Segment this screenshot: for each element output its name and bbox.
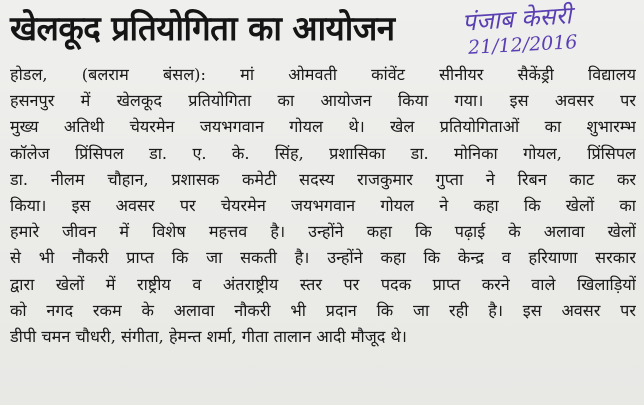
article-line: डा. नीलम चौहान, प्रशासक कमेटी सदस्य राजकुमार गुप्ता ने रिबन काट कर — [10, 169, 636, 189]
publication-date: 21/12/2016 — [467, 31, 579, 59]
article-line: मुख्य अतिथी चेयरमेन जयभगवान गोयल थे। खेल प्रतियोगिताओं का शुभारम्भ — [10, 117, 636, 137]
article-line: द्वारा खेलों में राष्ट्रीय व अंतराष्ट्रीय स्तर पर पदक प्राप्त करने वाले खिलाड़ियों — [10, 274, 636, 294]
article-line: कॉलेज प्रिंसिपल डा. ए. के. सिंह, प्रशासिका डा. मोनिका गोयल, प्रिंसिपल — [10, 143, 636, 163]
headline: खेलकूद प्रतियोगिता का आयोजन — [10, 9, 395, 49]
article-line: को नगद रकम के अलावा नौकरी भी प्रदान कि जा रही है। इस अवसर पर — [10, 300, 636, 320]
article-line: से भी नौकरी प्राप्त कि जा सकती है। उन्होंने कहा कि केन्द्र व हरियाणा सरकार — [10, 248, 636, 268]
article-line: होडल, (बलराम बंसल): मां ओमवती कांवेंट सीनीयर सैकेंड्री विद्यालय — [10, 65, 636, 84]
article-line: डीपी चमन चौधरी, संगीता, हेमन्त शर्मा, गीता तालान आदी मौजूद थे। — [10, 327, 407, 347]
newspaper-name: पंजाब केसरी — [461, 1, 573, 37]
handwritten-source-note — [458, 2, 638, 62]
article-line: हमारे जीवन में विशेष महत्तव है। उन्होंने कहा कि पढ़ाई के अलावा खेलों — [10, 222, 636, 242]
article-line: हसनपुर में खेलकूद प्रतियोगिता का आयोजन किया गया। इस अवसर पर — [10, 91, 636, 111]
article-line: किया। इस अवसर पर चेयरमेन जयभगवान गोयल ने कहा कि खेलों का — [10, 196, 636, 216]
article-body — [10, 62, 636, 350]
